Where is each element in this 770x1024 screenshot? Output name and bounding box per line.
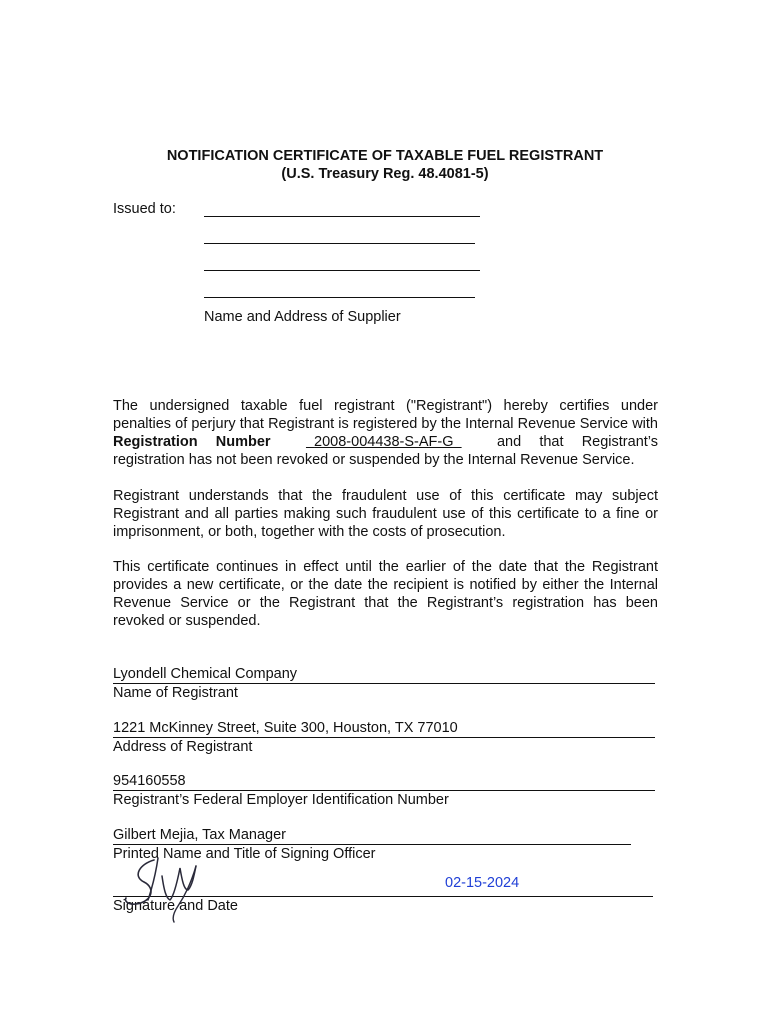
supplier-blank-line-3 [204, 270, 480, 271]
handwritten-signature [118, 846, 218, 926]
document-subtitle: (U.S. Treasury Reg. 48.4081-5) [281, 166, 489, 182]
registrant-address-value: 1221 McKinney Street, Suite 300, Houston, TX 77010 [113, 719, 655, 738]
registrant-name-field [113, 665, 655, 702]
signature-caption: Signature and Date [113, 898, 238, 914]
title-block [0, 147, 770, 183]
signing-officer-value: Gilbert Mejia, Tax Manager [113, 826, 631, 845]
supplier-blank-line-1 [204, 216, 480, 217]
registration-number: 2008-004438-S-AF-G [314, 434, 454, 450]
registration-number-label: Registration Number [113, 434, 271, 450]
supplier-blank-line-4 [204, 297, 475, 298]
signing-officer-caption: Printed Name and Title of Signing Officer [113, 846, 376, 862]
supplier-blank-line-2 [204, 243, 475, 244]
certification-paragraph [113, 397, 658, 469]
certification-text-start: The undersigned taxable fuel registrant ("Registrant") hereby certifies under penalties of perjury that Registrant is registered by the Internal Revenue Service with [113, 398, 658, 432]
registrant-name-caption: Name of Registrant [113, 685, 238, 701]
registrant-ein-value: 954160558 [113, 772, 655, 791]
registrant-address-field [113, 719, 655, 756]
registrant-ein-caption: Registrant’s Federal Employer Identification Number [113, 792, 449, 808]
fraud-paragraph: Registrant understands that the fraudulent use of this certificate may subject Registrant and all parties making such fraudulent use of this certificate to a fine or imprisonment, or both, together with the costs of prosecution. [113, 488, 658, 540]
signature-date: 02-15-2024 [445, 875, 520, 891]
certification-text-end: and that Registrant’s registration has not been revoked or suspended by the Internal Revenue Service. [113, 434, 658, 468]
registrant-ein-field [113, 772, 655, 809]
issued-to-label: Issued to: [113, 201, 176, 217]
supplier-caption: Name and Address of Supplier [204, 309, 401, 325]
registrant-address-caption: Address of Registrant [113, 739, 253, 755]
document-title: NOTIFICATION CERTIFICATE OF TAXABLE FUEL REGISTRANT [166, 148, 604, 164]
registrant-name-value: Lyondell Chemical Company [113, 665, 655, 684]
validity-paragraph: This certificate continues in effect until the earlier of the date that the Registrant provides a new certificate, or the date the recipient is notified by either the Internal Revenue Service or the Registrant that the Registrant’s registration has been revoked or suspended. [113, 559, 658, 629]
